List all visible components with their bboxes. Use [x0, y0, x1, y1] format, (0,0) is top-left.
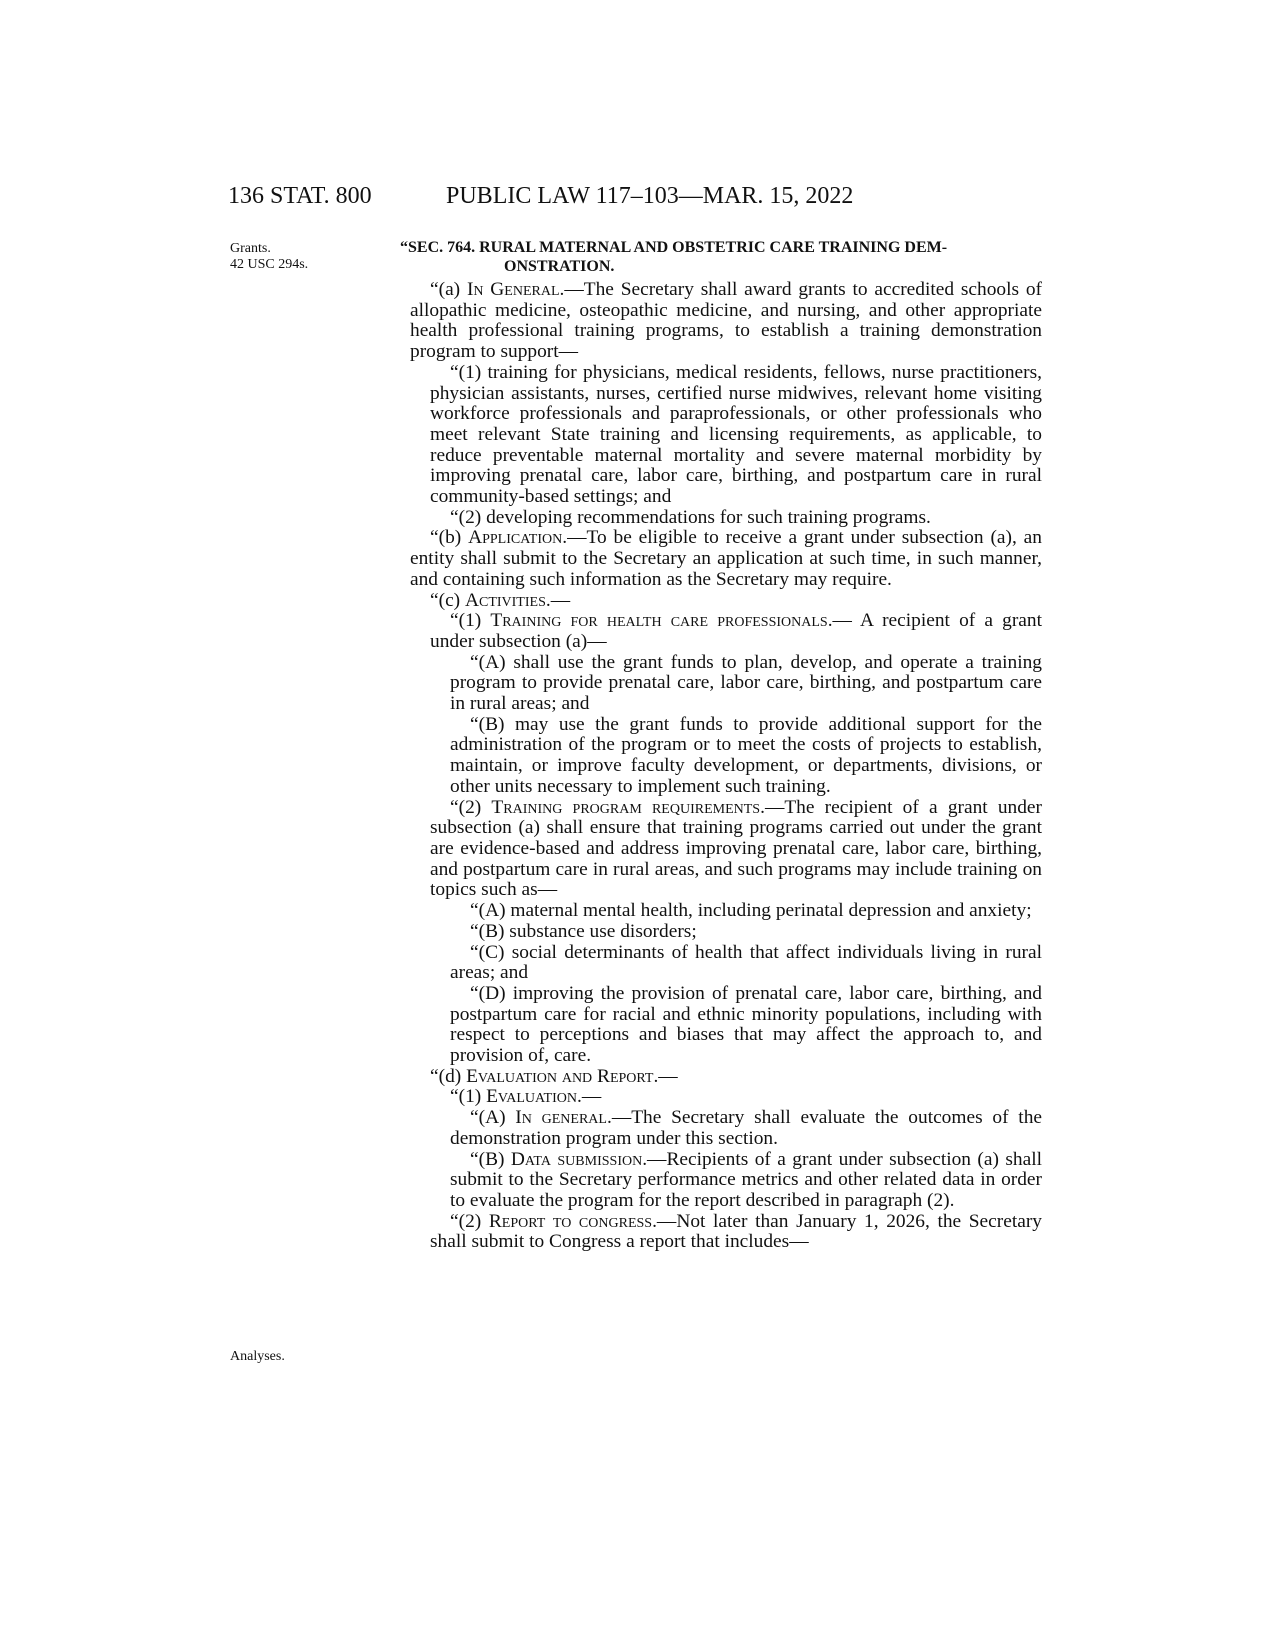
subparagraph-d-1-B-prefix: “(B) — [470, 1148, 511, 1170]
subparagraph-c-1-A: “(A) shall use the grant funds to plan, develop, and operate a training program to provide prenatal care, labor care, birthing, and postpartum care in rural areas; and — [450, 651, 1042, 715]
subparagraph-c-2-C: “(C) social determinants of health that affect individuals living in rural areas; and — [450, 941, 1042, 984]
margin-note-analyses: Analyses. — [230, 1349, 285, 1364]
paragraph-c-1-text: .— A recipient of a grant under subsection (a)— — [430, 610, 1042, 652]
paragraph-d-1-text: .— — [577, 1086, 602, 1108]
paragraph-d-1-heading: Evaluation — [486, 1086, 577, 1108]
subparagraph-c-2-D: “(D) improving the provision of prenatal care, labor care, birthing, and postpartum care for racial and ethnic minority populations, including with respect to perceptions and biases that may affect the approach to, and provision of, care. — [450, 982, 1042, 1067]
subsection-a-text: .—The Secretary shall award grants to accredited schools of allopathic medicine, osteopathic medicine, and nursing, and other appropriate health professional training programs, to establish a training demonstration program to support— — [410, 279, 1042, 363]
subsection-c-text: .— — [545, 589, 571, 611]
subsection-d-prefix: “(d) — [430, 1065, 467, 1087]
subparagraph-d-1-B — [410, 1150, 1042, 1212]
paragraph-a-2: “(2) developing recommendations for such training programs. — [450, 506, 931, 528]
subsection-a-prefix: “(a) — [430, 279, 467, 300]
subparagraph-c-2-A: “(A) maternal mental health, including perinatal depression and anxiety; — [470, 900, 1032, 922]
subsection-d — [410, 1067, 1042, 1088]
subparagraph-d-1-A-prefix: “(A) — [470, 1107, 516, 1129]
subparagraph-d-1-B-heading: Data submission — [510, 1148, 643, 1170]
subparagraph-d-1-A-heading: In general — [515, 1107, 607, 1129]
paragraph-c-2-text: .—The recipient of a grant under subsection (a) shall ensure that training programs carried out under the grant are evidence-based and address improving prenatal care, labor care, birthing, and postpartum care in rural areas, and such programs may include training on topics such as— — [430, 796, 1042, 901]
paragraph-d-2-text: .—Not later than January 1, 2026, the Secretary shall submit to Congress a report that includes— — [430, 1210, 1042, 1253]
subparagraph-c-1-B: “(B) may use the grant funds to provide additional support for the administration of the program or to meet the costs of projects to establish, maintain, or improve faculty development, or departments, divisions, or other units necessary to implement such training. — [450, 713, 1042, 797]
paragraph-a-1: “(1) training for physicians, medical residents, fellows, nurse practitioners, physician assistants, nurses, certified nurse midwives, relevant home visiting workforce professionals and paraprofessionals, or other professionals who meet relevant State training and licensing requirements, as applicable, to reduce preventable maternal mortality and severe maternal morbidity by improving prenatal care, labor care, birthing, and postpartum care in rural community-based settings; and — [430, 361, 1042, 508]
margin-note-usc-citation: 42 USC 294s. — [230, 257, 309, 272]
section-title — [400, 238, 1040, 276]
subsection-a — [410, 280, 1042, 363]
subsection-b-text: .—To be eligible to receive a grant under subsection (a), an entity shall submit to the Secretary an application at such time, in such manner, and containing such information as the Secretary may require. — [410, 527, 1042, 590]
paragraph-d-2 — [410, 1212, 1042, 1253]
paragraph-d-1 — [410, 1087, 1042, 1108]
margin-note-grants — [230, 241, 308, 273]
subparagraph-d-1-B-text: .—Recipients of a grant under subsection (a) shall submit to the Secretary performance metrics and other related data in order to evaluate the program for the report described in paragraph (2). — [450, 1148, 1042, 1211]
paragraph-c-2-heading: Training program requirements — [491, 796, 761, 818]
subsection-b-prefix: “(b) — [430, 527, 469, 549]
paragraph-c-1-prefix: “(1) — [450, 610, 491, 632]
subsection-c-prefix: “(c) — [430, 589, 465, 611]
subsection-d-heading: Evaluation and Report — [466, 1065, 654, 1087]
margin-note-grants-label: Grants. — [230, 241, 271, 256]
subparagraph-d-1-A-text: .—The Secretary shall evaluate the outcomes of the demonstration program under this section. — [450, 1107, 1042, 1149]
subsection-b — [410, 528, 1042, 590]
paragraph-c-2 — [410, 798, 1042, 902]
paragraph-d-2-heading: Report to congress — [488, 1210, 653, 1232]
subsection-d-text: .— — [653, 1065, 678, 1087]
subparagraph-d-1-A — [410, 1108, 1042, 1149]
subparagraph-c-2-B: “(B) substance use disorders; — [470, 920, 697, 942]
paragraph-c-1-heading: Training for health care professionals — [490, 610, 828, 632]
section-title-line-1: “SEC. 764. RURAL MATERNAL AND OBSTETRIC CARE TRAINING DEM- — [400, 239, 948, 256]
paragraph-d-1-prefix: “(1) — [450, 1086, 487, 1108]
paragraph-c-2-prefix: “(2) — [450, 796, 492, 818]
section-title-line-2: ONSTRATION. — [504, 258, 615, 275]
section-body — [410, 280, 1042, 1253]
page-running-header: PUBLIC LAW 117–103—MAR. 15, 2022 — [446, 183, 854, 209]
subsection-c-heading: Activities — [464, 589, 546, 611]
subsection-c — [410, 591, 1042, 612]
paragraph-d-2-prefix: “(2) — [450, 1210, 489, 1232]
page-stat-number: 136 STAT. 800 — [228, 183, 372, 209]
subsection-a-heading: In General — [466, 279, 560, 300]
paragraph-c-1 — [410, 611, 1042, 652]
subsection-b-heading: Application — [468, 527, 563, 549]
